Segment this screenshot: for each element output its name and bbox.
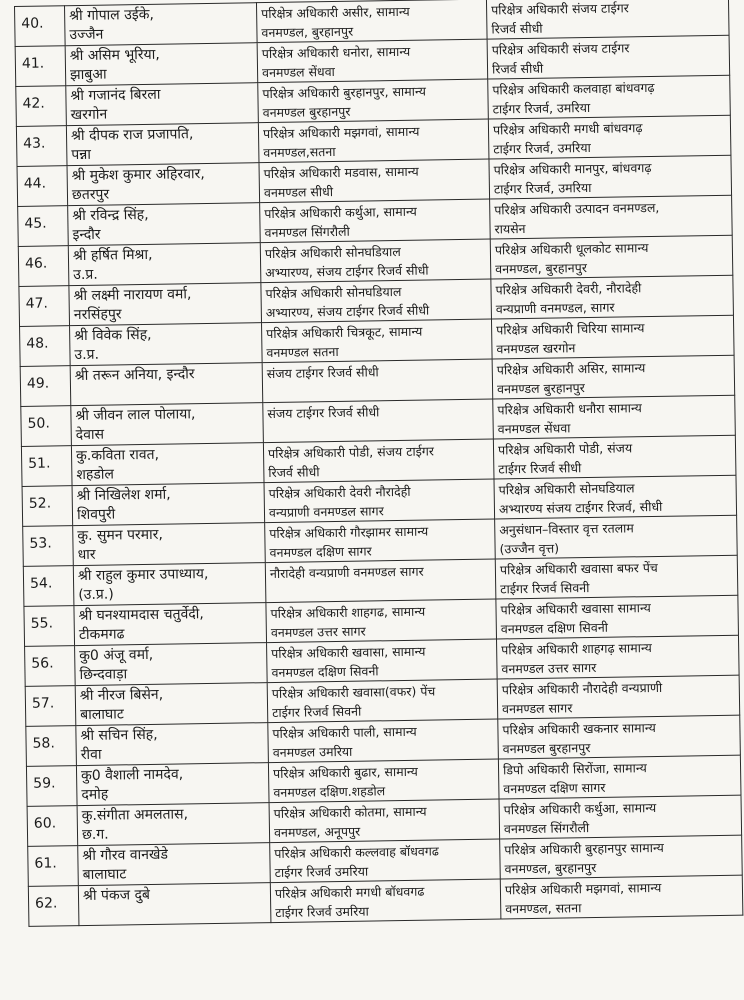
current-posting-line: परिक्षेत्र अधिकारी गौरझामर सामान्य	[269, 523, 429, 542]
officer-name-cell	[78, 883, 271, 926]
new-posting-line: परिक्षेत्र अधिकारी खवासा सामान्य	[500, 600, 651, 618]
officer-name-line: उज्जैन	[69, 26, 104, 44]
current-posting-line: परिक्षेत्र अधिकारी कर्थुआ, सामान्य	[264, 203, 417, 222]
officer-name-line: श्री गौरव वानखेडे	[82, 846, 169, 865]
new-posting-cell	[487, 35, 730, 79]
new-posting-line: परिक्षेत्र अधिकारी बुरहानपुर सामान्य	[504, 839, 664, 858]
new-posting-cell	[498, 755, 741, 799]
new-posting-line: वनमण्डल बुरहानपुर	[502, 740, 591, 757]
current-posting-line: परिक्षेत्र अधिकारी सोनघडियाल	[265, 283, 402, 302]
current-posting-line: परिक्षेत्र अधिकारी बुढार, सामान्य	[272, 763, 418, 782]
officer-name-line: श्री पंकज दुबे	[82, 886, 151, 905]
current-posting-line: वनमण्डल,सतना	[263, 143, 336, 161]
current-posting-cell	[262, 359, 493, 403]
new-posting-line: वनमण्डल, बुरहानपुर	[504, 859, 597, 877]
officer-name-line: श्री विवेक सिंह,	[74, 326, 152, 345]
current-posting-line: परिक्षेत्र अधिकारी खवासा(वफर) पेंच	[271, 683, 436, 702]
officer-name-line: बालाघाट	[80, 706, 124, 724]
officer-name-line: रीवा	[80, 746, 102, 764]
officer-name-line: श्री हर्षित मिश्रा,	[72, 246, 153, 265]
current-posting-line: परिक्षेत्र अधिकारी मझगवां, सामान्य	[262, 123, 420, 142]
serial-number: 58.	[26, 726, 77, 767]
new-posting-cell	[488, 75, 731, 119]
officer-name-cell	[65, 43, 258, 86]
serial-number: 52.	[22, 486, 73, 527]
serial-number: 57.	[25, 686, 76, 727]
officer-name-line: कु0 वैशाली नामदेव,	[80, 766, 184, 785]
officer-name-line	[75, 383, 258, 405]
officer-name-cell	[68, 243, 261, 286]
new-posting-line: अभ्यारण्य संजय टाईगर रिजर्व, सीधी	[498, 498, 663, 517]
current-posting-line: वनमण्डल दक्षिण.शहडोल	[273, 783, 386, 801]
new-posting-line: परिक्षेत्र अधिकारी मानपुर, बांधवगढ़	[493, 160, 652, 178]
current-posting-cell	[265, 519, 496, 563]
new-posting-line: रायसेन	[494, 220, 526, 237]
serial-number: 43.	[16, 126, 67, 167]
serial-number: 50.	[21, 406, 72, 447]
officer-name-cell	[74, 603, 267, 646]
new-posting-cell	[496, 595, 739, 639]
new-posting-cell	[499, 795, 742, 839]
current-posting-line: वनमण्डल उमरिया	[272, 743, 353, 761]
new-posting-line: परिक्षेत्र अधिकारी पोडी, संजय	[497, 440, 633, 458]
serial-number: 41.	[15, 46, 66, 87]
current-posting-line: वनमण्डल सीधी	[263, 184, 334, 201]
serial-number: 49.	[20, 366, 71, 407]
officer-name-cell	[71, 403, 264, 446]
serial-number: 54.	[23, 566, 74, 607]
officer-name-cell	[78, 843, 271, 886]
transfer-list-page	[14, 0, 742, 927]
officer-name-cell	[67, 163, 260, 206]
new-posting-line: परिक्षेत्र अधिकारी देवरी, नौरादेही	[495, 280, 642, 298]
officer-name-line: श्री घनश्यामदास चतुर्वेदी,	[78, 606, 204, 625]
new-posting-line: वनमण्डल खरगोन	[496, 340, 576, 357]
officer-name-cell	[76, 763, 269, 806]
new-posting-line: परिक्षेत्र अधिकारी खकनार सामान्य	[502, 720, 656, 738]
new-posting-cell	[500, 875, 743, 919]
officer-name-cell	[71, 443, 264, 486]
officer-name-line: कु.संगीता अमलतास,	[81, 806, 189, 825]
new-posting-cell	[488, 115, 731, 159]
current-posting-line: वनमण्डल दक्षिण सिवनी	[271, 663, 379, 681]
current-posting-cell	[259, 159, 490, 203]
current-posting-line: परिक्षेत्र अधिकारी पोडी, संजय टाईगर	[267, 443, 435, 462]
current-posting-cell	[268, 719, 499, 763]
new-posting-cell	[489, 155, 732, 199]
serial-number: 48.	[20, 326, 71, 367]
new-posting-cell	[493, 435, 736, 479]
officer-name-line: श्री लक्ष्मी नारायण वर्मा,	[73, 286, 192, 305]
new-posting-line: वनमण्डल उत्तर सागर	[501, 659, 597, 677]
current-posting-cell	[267, 639, 498, 683]
current-posting-cell	[266, 599, 497, 643]
new-posting-line: वनमण्डल, सतना	[505, 900, 582, 917]
officer-name-line: श्री सचिन सिंह,	[80, 726, 158, 745]
current-posting-line: परिक्षेत्र अधिकारी असीर, सामान्य	[261, 3, 410, 22]
current-posting-line: परिक्षेत्र अधिकारी धनोरा, सामान्य	[261, 43, 411, 62]
new-posting-line: वनमण्डल सागर	[501, 700, 573, 717]
new-posting-line: टाईगर रिजर्व, उमरिया	[492, 99, 591, 117]
officer-name-line: टीकमगढ	[78, 626, 125, 644]
new-posting-line: वन्यप्राणी वनमण्डल, सागर	[495, 299, 615, 317]
officer-name-cell	[77, 803, 270, 846]
officer-name-line: कु. सुमन परमार,	[77, 526, 164, 545]
officer-name-line: श्री जीवन लाल पोलाया,	[75, 406, 196, 425]
current-posting-line: परिक्षेत्र अधिकारी शाहगढ, सामान्य	[270, 603, 426, 622]
new-posting-line: टाईगर रिजर्व, उमरिया	[493, 139, 591, 157]
current-posting-cell	[267, 679, 498, 723]
officer-name-line: श्री दीपक राज प्रजापति,	[70, 126, 194, 145]
officer-name-cell	[73, 523, 266, 566]
new-posting-line: परिक्षेत्र अधिकारी धूलकोट सामान्य	[494, 240, 649, 258]
new-posting-line: परिक्षेत्र अधिकारी मगधी बांधवगढ़	[492, 120, 643, 138]
current-posting-cell	[260, 199, 491, 243]
officer-name-line: इन्दौर	[72, 226, 101, 244]
serial-number: 62.	[28, 886, 79, 927]
current-posting-line: वनमण्डल सतना	[266, 343, 339, 361]
new-posting-line: वनमण्डल बुरहानपुर	[496, 380, 585, 397]
new-posting-line: (उज्जैन वृत्त)	[499, 540, 560, 557]
new-posting-line: परिक्षेत्र अधिकारी चिरिया सामान्य	[496, 320, 645, 338]
officer-name-line: धार	[77, 546, 96, 564]
serial-number: 51.	[21, 446, 72, 487]
officer-name-line: (उ.प्र.)	[78, 586, 114, 604]
new-posting-line: परिक्षेत्र अधिकारी सोनघडियाल	[498, 480, 635, 498]
current-posting-cell	[268, 759, 499, 803]
current-posting-cell	[258, 119, 489, 163]
officer-name-line: उ.प्र.	[74, 346, 100, 364]
current-posting-cell	[257, 39, 488, 83]
current-posting-line: टाईगर रिजर्व उमरिया	[275, 903, 369, 921]
officer-name-line: श्री नीरज बिसेन,	[79, 686, 164, 705]
current-posting-line: परिक्षेत्र अधिकारी मगधी बॉधवगढ	[274, 883, 425, 902]
serial-number: 44.	[17, 166, 68, 207]
current-posting-line: परिक्षेत्र अधिकारी चित्रकूट, सामान्य	[266, 323, 423, 342]
new-posting-cell	[491, 275, 734, 319]
serial-number: 40.	[15, 6, 66, 47]
officer-name-line: खरगोन	[70, 106, 108, 124]
current-posting-line: परिक्षेत्र अधिकारी खवासा, सामान्य	[271, 643, 426, 662]
current-posting-line: टाईगर रिजर्व उमरिया	[274, 863, 369, 881]
current-posting-line: वनमण्डल दक्षिण सागर	[269, 543, 372, 561]
transfer-table-body	[15, 0, 743, 926]
new-posting-line: परिक्षेत्र अधिकारी असिर, सामान्य	[496, 360, 646, 378]
current-posting-line: परिक्षेत्र अधिकारी कोतमा, सामान्य	[273, 803, 427, 822]
new-posting-line: अनुसंधान–विस्तार वृत्त रतलाम	[499, 520, 634, 538]
officer-name-cell	[66, 123, 259, 166]
current-posting-cell	[263, 439, 494, 483]
new-posting-cell	[494, 475, 737, 519]
serial-number: 55.	[24, 606, 75, 647]
current-posting-cell	[265, 559, 496, 603]
officer-name-line: उ.प्र.	[73, 266, 98, 284]
new-posting-cell	[500, 835, 743, 879]
new-posting-line: वनमण्डल, बुरहानपुर	[495, 260, 587, 277]
serial-number: 53.	[23, 526, 74, 567]
officer-name-cell	[75, 683, 268, 726]
current-posting-cell	[270, 879, 501, 923]
new-posting-line: टाईगर रिजर्व सिवनी	[500, 580, 590, 597]
new-posting-line: परिक्षेत्र अधिकारी संजय टाईगर	[491, 40, 630, 58]
officer-name-line: श्री मुकेश कुमार अहिरवार,	[71, 166, 205, 185]
officer-name-line: नरसिंहपुर	[73, 306, 122, 324]
officer-name-line: शिवपुरी	[76, 506, 116, 524]
current-posting-cell	[263, 399, 494, 443]
new-posting-line: टाईगर रिजर्व सीधी	[498, 460, 582, 477]
current-posting-cell	[270, 839, 501, 883]
officer-name-line: श्री गोपाल उईके,	[69, 6, 155, 25]
current-posting-line: वनमण्डल बुरहानपुर	[262, 103, 351, 121]
new-posting-line: रिजर्व सीधी	[491, 20, 543, 37]
officer-name-line: श्री निखिलेश शर्मा,	[76, 486, 171, 505]
current-posting-cell	[256, 0, 487, 43]
current-posting-line: वनमण्डल, अनूपपुर	[273, 823, 361, 841]
current-posting-line: नौरादेही वन्यप्राणी वनमण्डल सागर	[269, 563, 424, 582]
serial-number: 46.	[18, 246, 69, 287]
current-posting-line: परिक्षेत्र अधिकारी देवरी नौरादेही	[268, 483, 411, 502]
officer-name-cell	[66, 83, 259, 126]
officer-name-cell	[75, 643, 268, 686]
officer-name-line: श्री तरून अनिया, इन्दौर	[74, 366, 195, 385]
serial-number: 47.	[19, 286, 70, 327]
new-posting-cell	[486, 0, 729, 39]
current-posting-line: रिजर्व सीधी	[268, 464, 320, 481]
new-posting-line: वनमण्डल दक्षिण सागर	[503, 779, 606, 797]
officer-name-cell	[69, 283, 262, 326]
officer-name-line	[83, 903, 266, 925]
current-posting-line: संजय टाईगर रिजर्व सीधी	[266, 364, 379, 382]
officer-name-cell	[73, 563, 266, 606]
officer-name-line: शहडोल	[76, 466, 115, 484]
officer-name-cell	[70, 323, 263, 366]
serial-number: 61.	[28, 846, 79, 887]
serial-number: 56.	[25, 646, 76, 687]
current-posting-cell	[261, 279, 492, 323]
current-posting-line: संजय टाईगर रिजर्व सीधी	[267, 404, 380, 422]
officer-name-cell	[68, 203, 261, 246]
officer-name-line: कु0 अंजू वर्मा,	[79, 646, 154, 665]
current-posting-line: परिक्षेत्र अधिकारी पाली, सामान्य	[272, 723, 417, 742]
transfer-table	[14, 0, 743, 927]
current-posting-line: टाईगर रिजर्व सिवनी	[272, 703, 362, 721]
current-posting-line: अभ्यारण्य, संजय टाईगर रिजर्व सीधी	[265, 262, 429, 281]
new-posting-line: परिक्षेत्र अधिकारी उत्पादन वनमण्डल,	[494, 199, 660, 218]
officer-name-line: पन्ना	[71, 146, 92, 164]
officer-name-line: झाबुआ	[69, 66, 107, 84]
officer-name-line: श्री असिम भूरिया,	[69, 46, 160, 65]
officer-name-line: श्री रविन्द्र सिंह,	[72, 206, 149, 225]
new-posting-cell	[498, 715, 741, 759]
new-posting-line: रिजर्व सीधी	[491, 60, 544, 77]
current-posting-cell	[269, 799, 500, 843]
new-posting-cell	[490, 235, 733, 279]
officer-name-line: छ.ग.	[81, 826, 109, 844]
new-posting-line: परिक्षेत्र अधिकारी शाहगढ़ सामान्य	[501, 640, 652, 658]
new-posting-cell	[493, 395, 736, 439]
new-posting-line: परिक्षेत्र अधिकारी नौरादेही वन्यप्राणी	[501, 679, 663, 698]
officer-name-cell	[76, 723, 269, 766]
officer-name-line: दमोह	[81, 786, 109, 804]
serial-number: 60.	[27, 806, 78, 847]
new-posting-cell	[495, 515, 738, 559]
new-posting-cell	[490, 195, 733, 239]
current-posting-line: वनमण्डल सिंगरौली	[264, 223, 350, 241]
new-posting-line: परिक्षेत्र अधिकारी मझगवां, सामान्य	[504, 879, 662, 898]
new-posting-line: परिक्षेत्र अधिकारी खवासा बफर पेंच	[499, 559, 658, 578]
new-posting-cell	[497, 675, 740, 719]
current-posting-line: वनमण्डल उत्तर सागर	[270, 623, 366, 641]
officer-name-line: छिन्दवाड़ा	[79, 666, 128, 684]
new-posting-line: परिक्षेत्र अधिकारी कर्थुआ, सामान्य	[503, 800, 657, 818]
officer-name-line: देवास	[75, 426, 105, 444]
serial-number: 45.	[18, 206, 69, 247]
current-posting-line: वनमण्डल सेंधवा	[261, 63, 335, 81]
current-posting-line: अभ्यारण्य, संजय टाईगर रिजर्व सीधी	[265, 302, 430, 321]
officer-name-cell	[70, 363, 263, 406]
new-posting-line: परिक्षेत्र अधिकारी संजय टाईगर	[491, 0, 629, 18]
officer-name-cell	[72, 483, 265, 526]
officer-name-line: श्री राहुल कुमार उपाध्याय,	[77, 566, 209, 585]
current-posting-cell	[258, 79, 489, 123]
current-posting-line: परिक्षेत्र अधिकारी बुरहानपुर, सामान्य	[262, 83, 426, 102]
current-posting-line: परिक्षेत्र अधिकारी कल्लवाह बॉधवगढ	[274, 843, 439, 862]
new-posting-line: परिक्षेत्र अधिकारी कलवाहा बांधवगढ़	[492, 79, 655, 98]
officer-name-line: बालाघाट	[82, 866, 127, 884]
current-posting-cell	[262, 319, 493, 363]
new-posting-line: टाईगर रिजर्व, उमरिया	[493, 179, 592, 197]
new-posting-cell	[492, 355, 735, 399]
officer-name-line: श्री गजानंद बिरला	[70, 86, 161, 105]
serial-number: 42.	[16, 86, 67, 127]
officer-name-cell	[65, 3, 258, 46]
serial-number: 59.	[26, 766, 77, 807]
new-posting-line: वनमण्डल सेंधवा	[497, 420, 571, 437]
current-posting-cell	[260, 239, 491, 283]
officer-name-line: छतरपुर	[71, 186, 110, 204]
officer-name-line: कु.कविता रावत,	[75, 446, 160, 465]
new-posting-line: परिक्षेत्र अधिकारी धनौरा सामान्य	[497, 400, 642, 418]
new-posting-cell	[497, 635, 740, 679]
new-posting-line: डिपो अधिकारी सिरोंजा, सामान्य	[502, 760, 647, 778]
new-posting-cell	[495, 555, 738, 599]
current-posting-cell	[264, 479, 495, 523]
current-posting-line: परिक्षेत्र अधिकारी मडवास, सामान्य	[263, 163, 419, 182]
new-posting-line: वनमण्डल दक्षिण सिवनी	[500, 619, 609, 637]
current-posting-line: वनमण्डल, बुरहानपुर	[261, 23, 354, 41]
new-posting-cell	[491, 315, 734, 359]
current-posting-line: वन्यप्राणी वनमण्डल सागर	[268, 503, 384, 521]
current-posting-line: परिक्षेत्र अधिकारी सोनघडियाल	[264, 243, 401, 262]
new-posting-line: वनमण्डल सिंगरौली	[503, 820, 590, 837]
